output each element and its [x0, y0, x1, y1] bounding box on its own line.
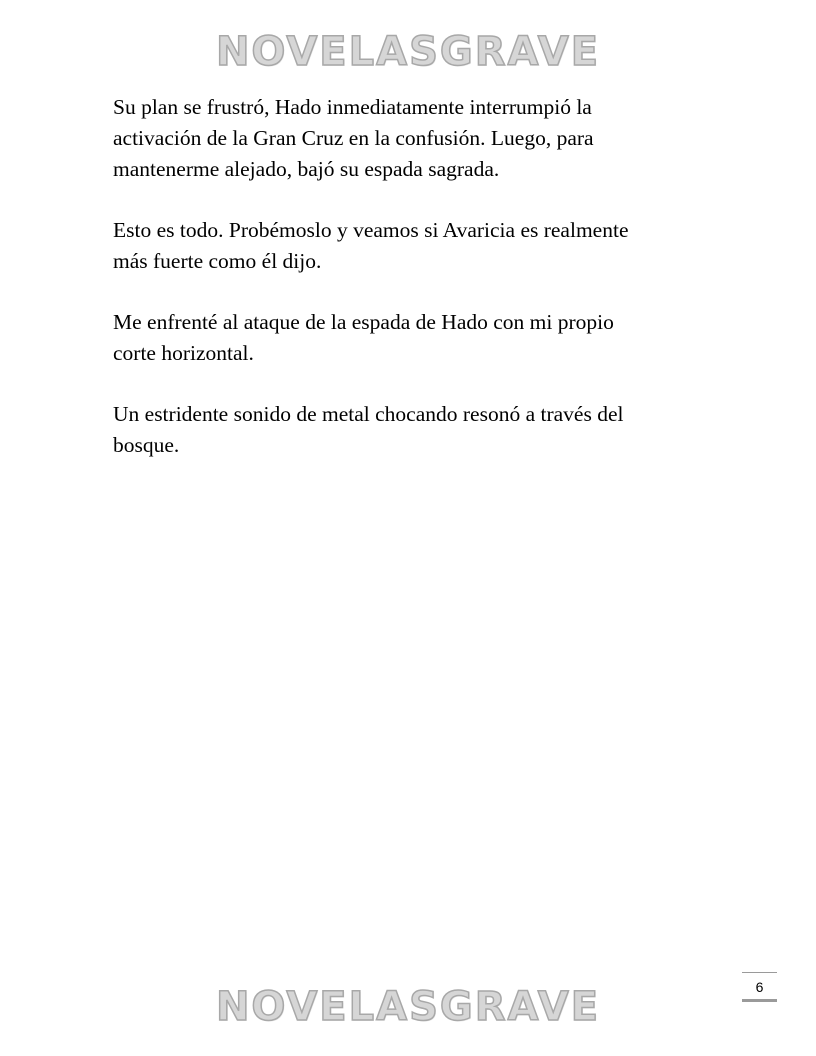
page-body: [113, 92, 713, 491]
paragraph-3: Me enfrenté al ataque de la espada de Hado con mi propio corte horizontal.: [113, 310, 614, 365]
header-watermark-logo: NOVELASGRAVE: [215, 29, 601, 75]
paragraph-4: Un estridente sonido de metal chocando resonó a través del bosque.: [113, 402, 624, 457]
paragraph-1: Su plan se frustró, Hado inmediatamente interrumpió la activación de la Gran Cruz en la confusión. Luego, para mantenerme alejado, bajó su espada sagrada.: [113, 95, 594, 181]
footer-watermark-logo: NOVELASGRAVE: [215, 984, 601, 1030]
page-number: 6: [755, 979, 764, 995]
paragraph-2: Esto es todo. Probémoslo y veamos si Avaricia es realmente más fuerte como él dijo.: [113, 218, 629, 273]
